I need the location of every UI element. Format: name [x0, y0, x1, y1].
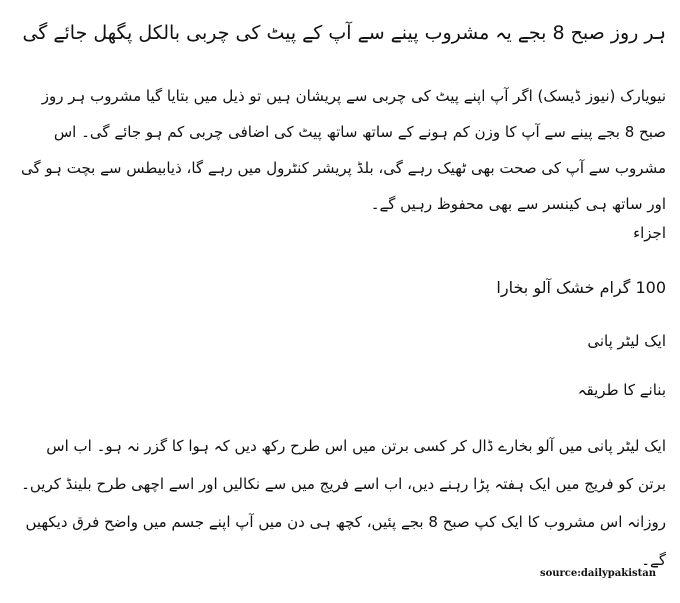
ingredient-item-prunes: 100 گرام خشک آلو بخارا	[496, 278, 666, 297]
article-headline: ہر روز صبح 8 بجے یہ مشروب پینے سے آپ کے پیٹ کی چربی بالکل پگھل جائے گی	[22, 22, 666, 44]
ingredient-item-water: ایک لیٹر پانی	[587, 332, 666, 350]
article	[14, 0, 666, 603]
method-paragraph: ایک لیٹر پانی میں آلو بخارے ڈال کر کسی برتن میں اس طرح رکھ دیں کہ ہوا کا گزر نہ ہو۔ اب اس برتن کو فریج میں ایک ہفتہ پڑا رہنے دیں، اب اسے فریج میں سے نکالیں اور اسے اچھی طرح بلینڈ کریں۔ روزانہ اس مشروب کا ایک کپ صبح 8 بجے پئیں، کچھ ہی دن میں آپ اپنے جسم میں واضح فرق دیکھیں گے۔	[21, 437, 666, 569]
ingredients-heading: اجزاء	[633, 224, 666, 242]
source-credit: source:dailypakistan	[539, 568, 656, 579]
method-heading: بنانے کا طریقہ	[577, 381, 666, 399]
intro-paragraph: نیویارک (نیوز ڈیسک) اگر آپ اپنے پیٹ کی چربی سے پریشان ہیں تو ذیل میں بتایا گیا مشروب ہر روز صبح 8 بجے پینے سے آپ کا وزن کم ہونے کے ساتھ ساتھ پیٹ کی اضافی چربی کم ہو جائے گی۔ اس مشروب سے آپ کی صحت بھی ٹھیک رہے گی، بلڈ پریشر کنٹرول میں رہے گا، ذیابیطس سے بچت ہو گی اور ساتھ ہی کینسر سے بھی محفوظ رہیں گے۔	[21, 87, 666, 213]
